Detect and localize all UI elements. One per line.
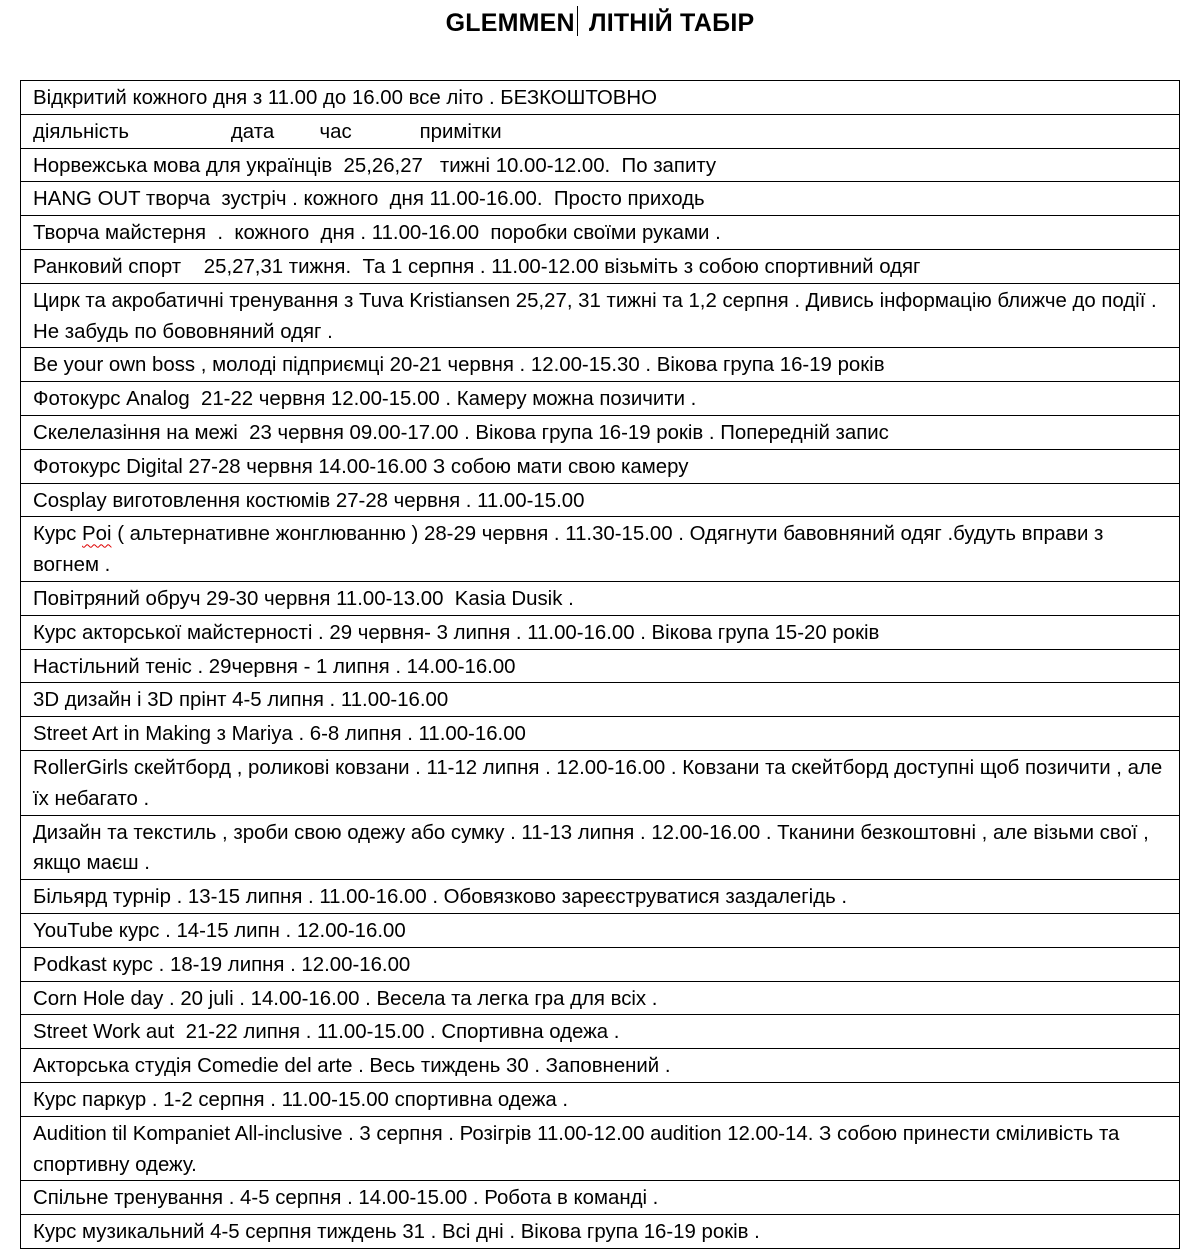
row-text: Курс bbox=[33, 523, 83, 546]
table-row-header: діяльність дата час примітки bbox=[20, 115, 1180, 149]
table-row: Street Work aut 21-22 липня . 11.00-15.00 . Спортивна одежа . bbox=[20, 1015, 1180, 1049]
table-row: Audition til Kompaniet All-inclusive . 3 серпня . Розігрів 11.00-12.00 audition 12.00-14. З собою принести сміливість та спортивну одежу. bbox=[20, 1117, 1180, 1182]
table-row bbox=[20, 517, 1180, 582]
table-row: Творча майстерня . кожного дня . 11.00-16.00 поробки своїми руками . bbox=[20, 216, 1180, 250]
table-row: Скелелазіння на межі 23 червня 09.00-17.00 . Вікова група 16-19 років . Попередній запис bbox=[20, 416, 1180, 450]
table-row: Курс акторської майстерності . 29 червня- 3 липня . 11.00-16.00 . Вікова група 15-20 років bbox=[20, 616, 1180, 650]
table-row: Podkast курс . 18-19 липня . 12.00-16.00 bbox=[20, 948, 1180, 982]
row-text: ( альтернативне жонглюванню ) 28-29 червня . 11.30-15.00 . Одягнути бавовняний одяг .будуть вправи з вогнем . bbox=[33, 523, 1110, 577]
table-row: Акторська студія Comedie del arte . Весь тиждень 30 . Заповнений . bbox=[20, 1049, 1180, 1083]
table-row: YouTube курс . 14-15 липн . 12.00-16.00 bbox=[20, 914, 1180, 948]
table-row: Corn Hole day . 20 juli . 14.00-16.00 . Весела та легка гра для всіх . bbox=[20, 982, 1180, 1016]
table-row: Cosplay виготовлення костюмів 27-28 червня . 11.00-15.00 bbox=[20, 484, 1180, 518]
table-row: Ранковий спорт 25,27,31 тижня. Та 1 серпня . 11.00-12.00 візьміть з собою спортивний одяг bbox=[20, 250, 1180, 284]
page-title bbox=[0, 6, 1200, 38]
schedule-table bbox=[20, 80, 1180, 1249]
table-row: RollerGirls скейтборд , роликові ковзани . 11-12 липня . 12.00-16.00 . Ковзани та скейтборд доступні щоб позичити , але їх небагато . bbox=[20, 751, 1180, 816]
title-left: GLEMMEN bbox=[445, 9, 575, 37]
table-row: 3D дизайн і 3D прінт 4-5 липня . 11.00-16.00 bbox=[20, 683, 1180, 717]
table-row: Фотокурс Analog 21-22 червня 12.00-15.00 . Камеру можна позичити . bbox=[20, 382, 1180, 416]
title-separator bbox=[577, 6, 578, 36]
table-row: Цирк та акробатичні тренування з Tuva Kristiansen 25,27, 31 тижні та 1,2 серпня . Дивись інформацію ближче до події . Не забудь по бововняний одяг . bbox=[20, 284, 1180, 349]
table-row: Повітряний обруч 29-30 червня 11.00-13.00 Kasia Dusik . bbox=[20, 582, 1180, 616]
spellcheck-word: Poi bbox=[82, 523, 112, 546]
table-row: Курс музикальний 4-5 серпня тиждень 31 . Всі дні . Вікова група 16-19 років . bbox=[20, 1215, 1180, 1249]
title-right: ЛІТНІЙ ТАБІР bbox=[588, 9, 755, 37]
table-row: HANG OUT творча зустріч . кожного дня 11.00-16.00. Просто приходь bbox=[20, 182, 1180, 216]
table-row: Дизайн та текстиль , зроби свою одежу або сумку . 11-13 липня . 12.00-16.00 . Тканини безкоштовні , але візьми свої , якщо маєш . bbox=[20, 816, 1180, 881]
table-row: Курс паркур . 1-2 серпня . 11.00-15.00 спортивна одежа . bbox=[20, 1083, 1180, 1117]
table-row-intro: Відкритий кожного дня з 11.00 до 16.00 все літо . БЕЗКОШТОВНО bbox=[20, 81, 1180, 115]
table-row: Street Art in Making з Mariya . 6-8 липня . 11.00-16.00 bbox=[20, 717, 1180, 751]
table-row: Фотокурс Digital 27-28 червня 14.00-16.00 З собою мати свою камеру bbox=[20, 450, 1180, 484]
table-row: Спільне тренування . 4-5 серпня . 14.00-15.00 . Робота в команді . bbox=[20, 1181, 1180, 1215]
table-row: Настільний теніс . 29червня - 1 липня . 14.00-16.00 bbox=[20, 650, 1180, 684]
table-row: Be your own boss , молоді підприємці 20-21 червня . 12.00-15.30 . Вікова група 16-19 років bbox=[20, 348, 1180, 382]
table-row: Більярд турнір . 13-15 липня . 11.00-16.00 . Обовязково зареєструватися заздалегідь . bbox=[20, 880, 1180, 914]
table-row: Норвежська мова для українців 25,26,27 тижні 10.00-12.00. По запиту bbox=[20, 149, 1180, 183]
